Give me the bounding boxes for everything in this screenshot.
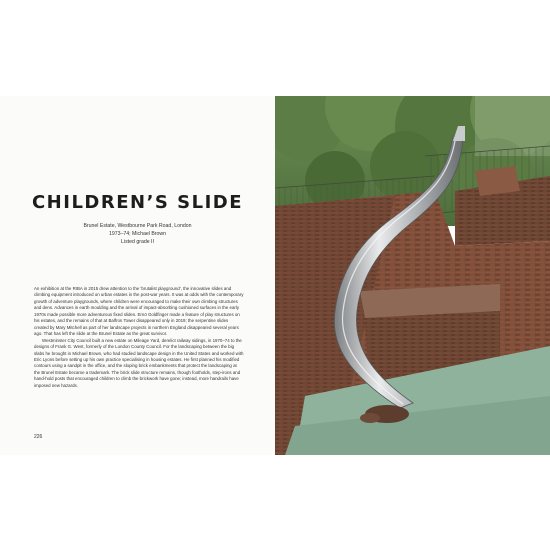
paragraph: An exhibition at the RIBA in 2015 drew attention to the ‘brutalist playground’, the innovative slides and climbing equipment introduced on urban estates in the post-war years. It was at odds with the contemporary growth of adventure playgrounds, where children were encouraged to make their own climbing structures and dens. Advances in earth moulding and the arrival of impact-absorbing cushioned surfaces in the early 1970s made possible more adventurous fixed slides. Ernö Goldfinger made a feature of play structures on his estates, and the remains of that at Balfron Tower disappeared only in 2019; the serpentine slides created by Mary Mitchell as part of her landscape projects in northern England disappeared several years ago. That has left the slide at the Brunel Estate as the great survivor. xyxy=(34,286,244,337)
page-number: 226 xyxy=(34,434,43,440)
left-page xyxy=(0,96,275,455)
location-details xyxy=(0,222,275,247)
photo-slide xyxy=(275,96,550,455)
listing-line: Listed grade II xyxy=(121,239,154,246)
date-architect-line: 1973–74; Michael Brown xyxy=(108,231,167,238)
book-spread xyxy=(0,96,550,455)
body-text xyxy=(34,286,244,389)
photo-illustration xyxy=(275,96,550,455)
location-line: Brunel Estate, Westbourne Park Road, London xyxy=(83,223,192,229)
paragraph: Westminster City Council built a new estate on Mileage Yard, derelict railway sidings, in 1970–74 to the designs of Frank G. West, formerly of the London County Council. For the landscaping between the big slabs he brought in Michael Brown, who had studied landscape design in the United States and worked with Eric Lyons before setting up his own practice specialising in housing estates. He first planned his modified contours using a sandpit in the office, and the sloping brick embankments that protect the landscaping at the Brunel Estate became a trademark. The brick slide structure remains, though footholds, step-irons and hand-hold posts that encouraged children to climb the brickwork have gone; instead, more handrails have imposed new hazards. xyxy=(34,337,244,388)
page-title: CHILDREN’S SLIDE xyxy=(31,192,244,213)
